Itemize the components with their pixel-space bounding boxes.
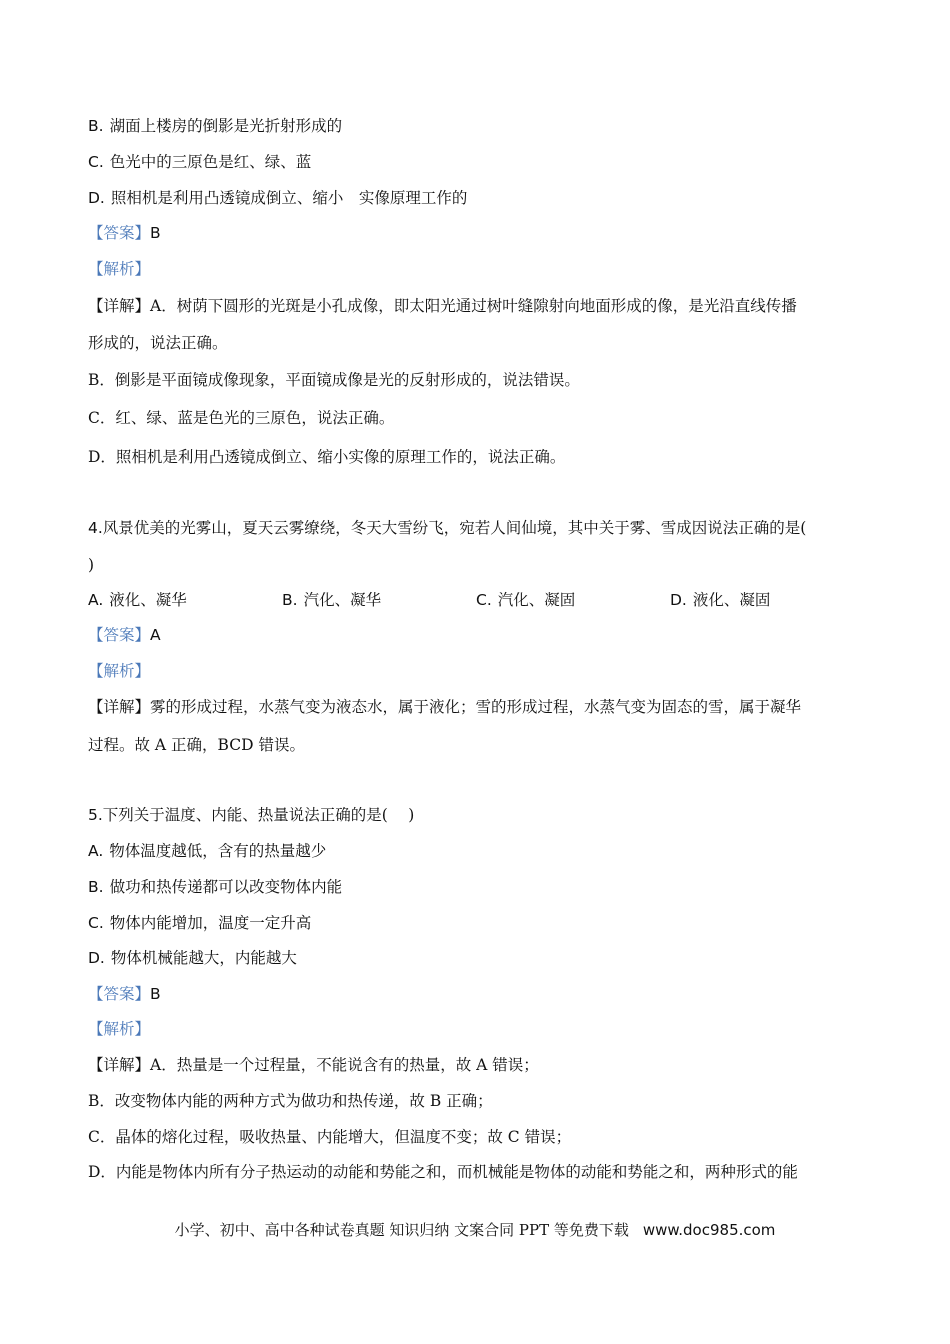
q5-analysis-heading: 【解析】	[88, 1020, 151, 1038]
q5-stem: 5.下列关于温度、内能、热量说法正确的是( )	[88, 806, 415, 824]
q3-detail-line: C．红、绿、蓝是色光的三原色，说法正确。	[88, 409, 395, 427]
q5-detail-line: B．改变物体内能的两种方式为做功和热传递，故 B 正确；	[88, 1092, 493, 1110]
q4-stem: 4.风景优美的光雾山，夏天云雾缭绕，冬天大雪纷飞，宛若人间仙境，其中关于雾、雪成因说法正确的是(	[88, 519, 807, 537]
q4-answer: 【答案】A	[88, 626, 161, 644]
q4-analysis-heading: 【解析】	[88, 662, 151, 680]
q4-detail-line: 【详解】雾的形成过程，水蒸气变为液态水，属于液化；雪的形成过程，水蒸气变为固态的雪，属于凝华	[88, 698, 802, 716]
q3-detail-line: B．倒影是平面镜成像现象，平面镜成像是光的反射形成的，说法错误。	[88, 371, 580, 389]
q3-option-d: D. 照相机是利用凸透镜成倒立、缩小 实像原理工作的	[88, 189, 468, 207]
q4-option-b: B. 汽化、凝华	[282, 591, 382, 609]
q3-detail-line: 形成的，说法正确。	[88, 334, 228, 352]
footer-url-link[interactable]: www.doc985.com	[642, 1221, 776, 1239]
q4-option-a: A. 液化、凝华	[88, 591, 187, 609]
q3-analysis-heading: 【解析】	[88, 260, 151, 278]
q3-option-b: B. 湖面上楼房的倒影是光折射形成的	[88, 117, 343, 135]
q5-detail-line: C．晶体的熔化过程，吸收热量、内能增大，但温度不变；故 C 错误；	[88, 1128, 572, 1146]
q3-option-c: C. 色光中的三原色是红、绿、蓝	[88, 153, 312, 171]
q5-detail-line: D．内能是物体内所有分子热运动的动能和势能之和，而机械能是物体的动能和势能之和，两种形式的能	[88, 1163, 798, 1181]
q4-option-c: C. 汽化、凝固	[476, 591, 576, 609]
q3-detail-line: D．照相机是利用凸透镜成倒立、缩小实像的原理工作的，说法正确。	[88, 448, 566, 466]
q4-detail-line: 过程。故 A 正确，BCD 错误。	[88, 736, 305, 754]
q5-option-c: C. 物体内能增加，温度一定升高	[88, 914, 312, 932]
q3-detail-line: 【详解】A．树荫下圆形的光斑是小孔成像，即太阳光通过树叶缝隙射向地面形成的像，是光沿直线传播	[88, 297, 797, 315]
q4-option-d: D. 液化、凝固	[670, 591, 771, 609]
q5-answer: 【答案】B	[88, 985, 161, 1003]
page-footer	[0, 1219, 950, 1241]
q5-option-b: B. 做功和热传递都可以改变物体内能	[88, 878, 343, 896]
q5-detail-line: 【详解】A．热量是一个过程量，不能说含有的热量，故 A 错误；	[88, 1056, 539, 1074]
footer-text: 小学、初中、高中各种试卷真题 知识归纳 文案合同 PPT 等免费下载	[174, 1221, 629, 1239]
q5-option-a: A. 物体温度越低，含有的热量越少	[88, 842, 327, 860]
q5-option-d: D. 物体机械能越大，内能越大	[88, 949, 297, 967]
q3-answer: 【答案】B	[88, 224, 161, 242]
q4-stem-continued: )	[88, 556, 95, 574]
